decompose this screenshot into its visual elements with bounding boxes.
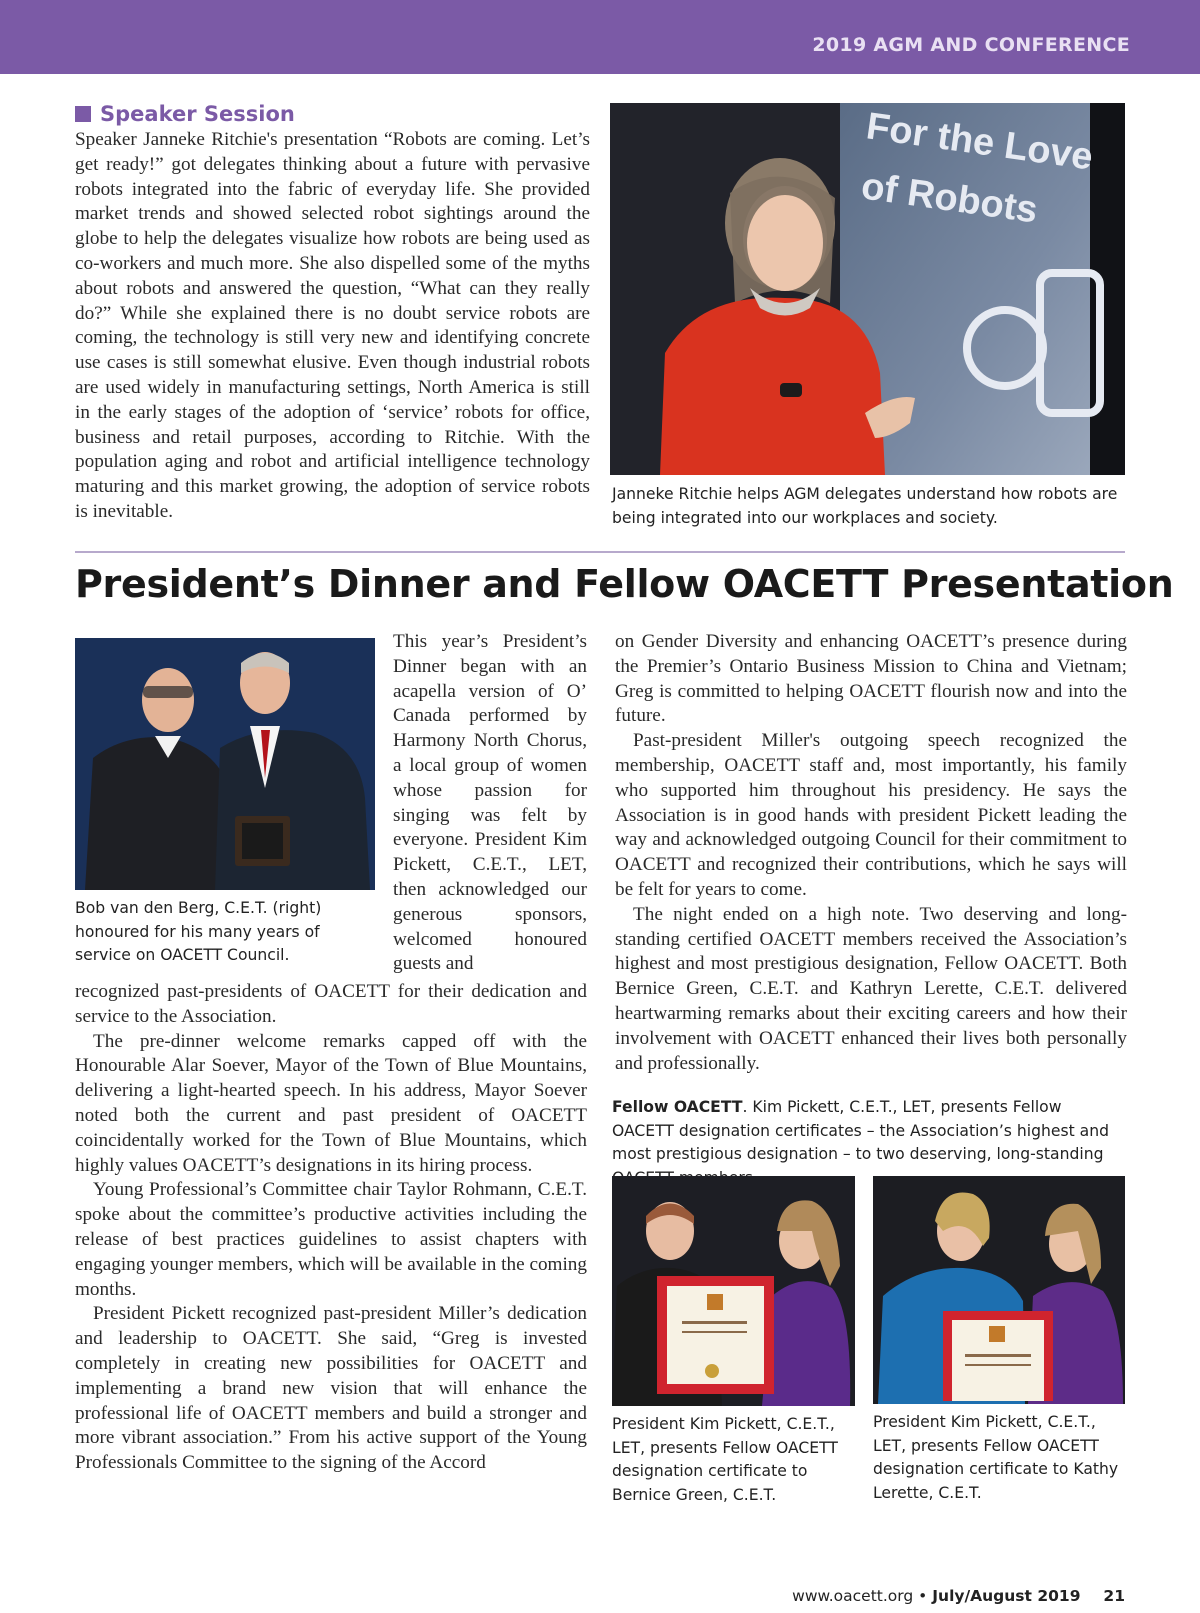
dinner-para7: The night ended on a high note. Two deserving and long-standing certified OACETT members received the Association’s highest and most prestigious designation, Fellow OACETT. Both Bernice Green, C.E.T. and Kathryn Lerette, C.E.T. delivered heartwarming remarks about their exciting careers and how their involvement with OACETT enhanced their lives both personally and professionally. bbox=[615, 903, 1127, 1074]
dinner-left-column bbox=[75, 980, 587, 1476]
fellow-photo-lerette bbox=[873, 1176, 1125, 1404]
speaker-session-article bbox=[75, 102, 590, 525]
speaker-photo-caption: Janneke Ritchie helps AGM delegates understand how robots are being integrated into our workplaces and society. bbox=[612, 485, 1118, 527]
dinner-para3: Young Professional’s Committee chair Taylor Rohmann, C.E.T. spoke about the committee’s productive activities including the release of best practices guidelines to assist chapters with engaging younger members, which will be available in the coming months. bbox=[75, 1179, 587, 1300]
screen-text: For the Love bbox=[863, 105, 1096, 179]
award-photo bbox=[75, 638, 375, 890]
footer-issue: July/August 2019 bbox=[932, 1587, 1081, 1605]
dinner-para5: on Gender Diversity and enhancing OACETT’s presence during the Premier’s Ontario Business Mission to China and Vietnam; Greg is committed to helping OACETT flourish now and into the future. bbox=[615, 631, 1127, 727]
award-photo-caption: Bob van den Berg, C.E.T. (right) honoured for his many years of service on OACETT Council. bbox=[75, 899, 322, 964]
page-footer bbox=[792, 1587, 1125, 1605]
dinner-para1-end: recognized past-presidents of OACETT for their dedication and service to the Association. bbox=[75, 981, 587, 1027]
dinner-para6: Past-president Miller's outgoing speech recognized the membership, OACETT staff and, most importantly, his family who supported him throughout his presidency. He says the Association is in good hands with president Pickett leading the way and acknowledged outgoing Council for their commitment to OACETT and recognized their contributions, which he says will be felt for years to come. bbox=[615, 730, 1127, 900]
speaker-body-text: Speaker Janneke Ritchie's presentation “Robots are coming. Let’s get ready!” got delegates thinking about a future with pervasive robots integrated into the fabric of everyday life. She provided market trends and showed selected robot sightings around the globe to help the delegates visualize how robots are being used as co-workers and much more. She also dispelled some of the myths about robots and answered the question, “What can they really do?” While she explained there is no doubt service robots are coming, the technology is still very new and identifying concrete use cases is still somewhat elusive. Even though industrial robots are used widely in manufacturing settings, North America is still in the early stages of the adoption of ‘service’ robots for office, business and retail purposes, according to Ritchie. With the population aging and robot and artificial intelligence technology maturing and this market growing, the adoption of service robots is inevitable. bbox=[75, 129, 590, 522]
square-bullet-icon bbox=[75, 106, 91, 122]
section-divider bbox=[75, 551, 1125, 553]
footer-url: www.oacett.org bbox=[792, 1587, 914, 1605]
page-number: 21 bbox=[1103, 1587, 1125, 1605]
dinner-section-title: President’s Dinner and Fellow OACETT Presentation bbox=[75, 562, 1174, 606]
dinner-para4: President Pickett recognized past-president Miller’s dedication and leadership to OACETT. She said, “Greg is invested completely in creating new possibilities for OACETT and implementing a brand new vision that will enhance the professional life of OACETT members and build a stronger and more vibrant association.” From his active support of the Young Professionals Committee to the signing of the Accord bbox=[75, 1303, 587, 1474]
dinner-right-column bbox=[615, 630, 1127, 1076]
fellow-caption-text: . Kim Pickett, C.E.T., LET, presents Fellow OACETT designation certificates – the Association’s highest and most prestigious designation – to two deserving, long-standing bbox=[612, 1098, 1109, 1163]
header-band bbox=[0, 0, 1200, 74]
footer-separator: • bbox=[918, 1587, 928, 1605]
svg-text:of Robots: of Robots bbox=[858, 165, 1041, 232]
fellow-caption-bold: Fellow OACETT bbox=[612, 1098, 743, 1116]
speaker-heading-text: Speaker Session bbox=[100, 102, 295, 126]
dinner-para1-start: This year’s President’s Dinner began with an acapella version of O’ Canada performed by Harmony North Chorus, a local group of women whose passion for singing was felt by everyone. President Kim Pickett, C.E.T., LET, then acknowledged our generous sponsors, welcomed honoured guests and bbox=[393, 631, 587, 975]
speaker-photo bbox=[610, 103, 1125, 475]
dinner-para2: The pre-dinner welcome remarks capped off with the Honourable Alar Soever, Mayor of the Town of Blue Mountains, delivering a light-hearted speech. In his address, Mayor Soever noted both the current and past president of OACETT coincidentally worked for the Town of Blue Mountains, which highly values OACETT’s designations in its hiring process. bbox=[75, 1030, 587, 1176]
speaker-session-heading bbox=[75, 102, 590, 126]
caption-lerette: President Kim Pickett, C.E.T., LET, presents Fellow OACETT designation certificate to Kathy Lerette, C.E.T. bbox=[873, 1413, 1119, 1502]
section-header-title: 2019 AGM AND CONFERENCE bbox=[812, 34, 1130, 56]
caption-green: President Kim Pickett, C.E.T., LET, presents Fellow OACETT designation certificate to Bernice Green, C.E.T. bbox=[612, 1415, 838, 1504]
fellow-photo-green bbox=[612, 1176, 855, 1406]
